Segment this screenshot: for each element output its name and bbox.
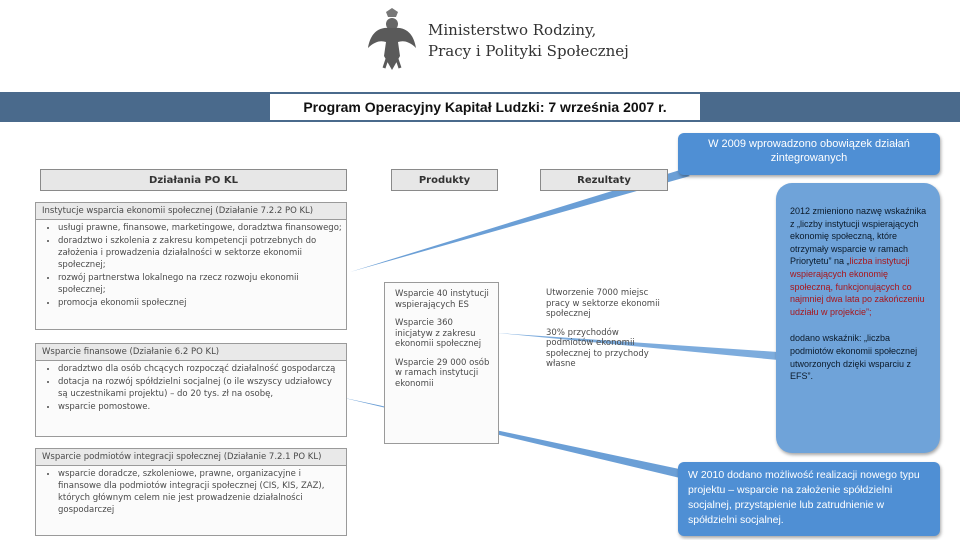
ministry-line-2: Pracy i Polityki Społecznej: [428, 42, 629, 60]
list-item: • wsparcie pomostowe.: [58, 401, 342, 413]
result-item: 30% przychodów podmiotów ekonomii społecznej to przychody własne: [546, 327, 649, 369]
ministry-logo: [360, 6, 629, 76]
block-list: [36, 363, 346, 413]
block-list: [36, 222, 346, 309]
product-item: Wsparcie 40 instytucji wspierających ES: [395, 289, 489, 310]
list-item: • promocja ekonomii społecznej: [58, 297, 342, 309]
result-item: Utworzenie 7000 miejsc pracy w sektorze ekonomii społecznej: [546, 288, 660, 319]
column-header-results: Rezultaty: [540, 169, 668, 191]
callout-2010: W 2010 dodano możliwość realizacji nowego typu projektu – wsparcie na założenie spółdzielni socjalnej, przystąpienie lub zatrudnienie w spółdzielni socjalnej.: [678, 462, 940, 536]
product-item: Wsparcie 360 inicjatyw z zakresu ekonomii społecznej: [395, 318, 482, 349]
list-item: • dotacja na rozwój spółdzielni socjalnej (o ile wszyscy udziałowcy są uczestnikami projektu) – do 20 tys. zł na osobę,: [58, 376, 342, 400]
list-item: • doradztwo dla osób chcących rozpocząć działalność gospodarczą: [58, 363, 342, 375]
callout-2012: [776, 183, 940, 453]
ministry-line-1: Ministerstwo Rodziny,: [428, 21, 597, 39]
callout-2012-part3: ”;: [866, 306, 872, 317]
block-list: [36, 468, 346, 516]
action-block-7-2-2: [35, 202, 347, 330]
action-block-6-2: [35, 343, 347, 437]
block-title: Instytucje wsparcia ekonomii społecznej (Działanie 7.2.2 PO KL): [36, 203, 346, 220]
products-box: [384, 282, 499, 444]
callout-2012-part1: 2012 zmieniono nazwę wskaźnika z „liczby instytucji wspierających ekonomię społeczną, które otrzymały wsparcie w ramach Priorytetu” na „: [790, 206, 927, 267]
list-item: • wsparcie doradcze, szkoleniowe, prawne, organizacyjne i finansowe dla podmiotów integracji społecznej (CIS, KIS, ZAZ), których głównym celem nie jest prowadzenie działalności gospodarczej: [58, 468, 342, 516]
callout-2012-text: [790, 205, 930, 318]
action-block-7-2-1: [35, 448, 347, 536]
product-item: Wsparcie 29 000 osób w ramach instytucji ekonomii: [395, 357, 490, 389]
polish-eagle-icon: [366, 8, 418, 74]
list-item: • rozwój partnerstwa lokalnego na rzecz rozwoju ekonomii społecznej;: [58, 272, 342, 296]
callout-2012-highlight: liczba instytucji wspierających ekonomię społeczną, funkcjonujących co najmniej dwa lata po zakończeniu udziału w projekcie: [790, 256, 925, 317]
column-header-products: Produkty: [391, 169, 498, 191]
list-item: • doradztwo i szkolenia z zakresu kompetencji potrzebnych do założenia i prowadzenia działalności w sektorze ekonomii społecznej;: [58, 235, 342, 271]
callout-2009: W 2009 wprowadzono obowiązek działań zintegrowanych: [678, 133, 940, 175]
slide-title: Program Operacyjny Kapitał Ludzki: 7 września 2007 r.: [270, 94, 700, 120]
results-box: [540, 282, 668, 402]
ministry-name: [428, 20, 629, 62]
callout-2012-added-indicator: dodano wskaźnik: „liczba podmiotów ekonomii społecznej utworzonych dzięki wsparciu z EFS”.: [790, 333, 918, 382]
column-header-actions: Działania PO KL: [40, 169, 347, 191]
list-item: • usługi prawne, finansowe, marketingowe, doradztwa finansowego;: [58, 222, 342, 234]
block-title: Wsparcie finansowe (Działanie 6.2 PO KL): [36, 344, 346, 361]
block-title: Wsparcie podmiotów integracji społecznej (Działanie 7.2.1 PO KL): [36, 449, 346, 466]
